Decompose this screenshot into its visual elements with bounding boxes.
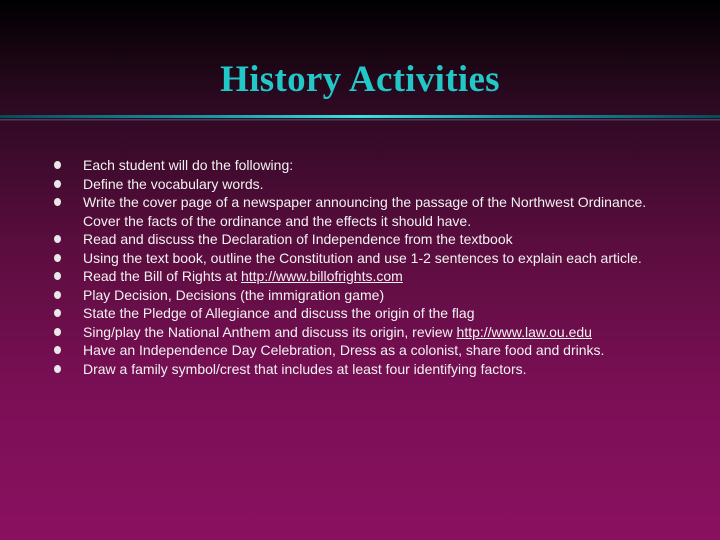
list-item: [54, 193, 674, 230]
list-item-text: State the Pledge of Allegiance and discuss the origin of the flag: [83, 305, 475, 321]
bullet-icon: [54, 346, 61, 354]
list-item-text: Read the Bill of Rights at: [83, 268, 241, 284]
list-item-text: Each student will do the following:: [83, 157, 294, 173]
bullet-icon: [54, 272, 61, 280]
list-item: [54, 286, 674, 305]
list-item: [54, 175, 674, 194]
slide-title: History Activities: [220, 59, 500, 100]
list-item: [54, 230, 674, 249]
list-item: [54, 323, 674, 342]
bullet-icon: [54, 235, 61, 243]
list-item-text: Draw a family symbol/crest that includes at least four identifying factors.: [83, 360, 527, 377]
bullet-icon: [54, 180, 61, 188]
bullet-icon: [54, 309, 61, 317]
list-item-text: Play Decision, Decisions (the immigration game): [83, 286, 385, 303]
bullet-icon: [54, 198, 61, 206]
list-item: [54, 360, 674, 379]
list-item: [54, 267, 674, 286]
bullet-icon: [54, 328, 61, 336]
list-item-text: Sing/play the National Anthem and discuss its origin, review: [83, 323, 457, 340]
law-ou-link[interactable]: http://www.law.ou.edu: [456, 323, 592, 340]
bullet-icon: [54, 291, 61, 299]
list-item-text: Define the vocabulary words.: [83, 175, 264, 192]
activity-list: [54, 156, 674, 378]
list-item-text: Using the text book, outline the Constitution and use 1-2 sentences to explain each article.: [83, 249, 642, 266]
bullet-icon: [54, 365, 61, 373]
list-item: [54, 341, 674, 360]
list-item: [54, 304, 674, 323]
list-item: [54, 249, 674, 268]
bullet-icon: [54, 161, 61, 169]
bill-of-rights-link[interactable]: http://www.billofrights.com: [240, 268, 403, 284]
title-divider: [0, 112, 720, 124]
list-item-text: Read and discuss the Declaration of Independence from the textbook: [83, 231, 513, 247]
bullet-icon: [54, 254, 61, 262]
list-item: [54, 156, 674, 175]
list-item-text: Write the cover page of a newspaper announcing the passage of the Northwest Ordinance. Cover the facts of the ordinance and the effects it should have.: [83, 194, 647, 229]
list-item-text: Have an Independence Day Celebration, Dress as a colonist, share food and drinks.: [83, 342, 605, 358]
